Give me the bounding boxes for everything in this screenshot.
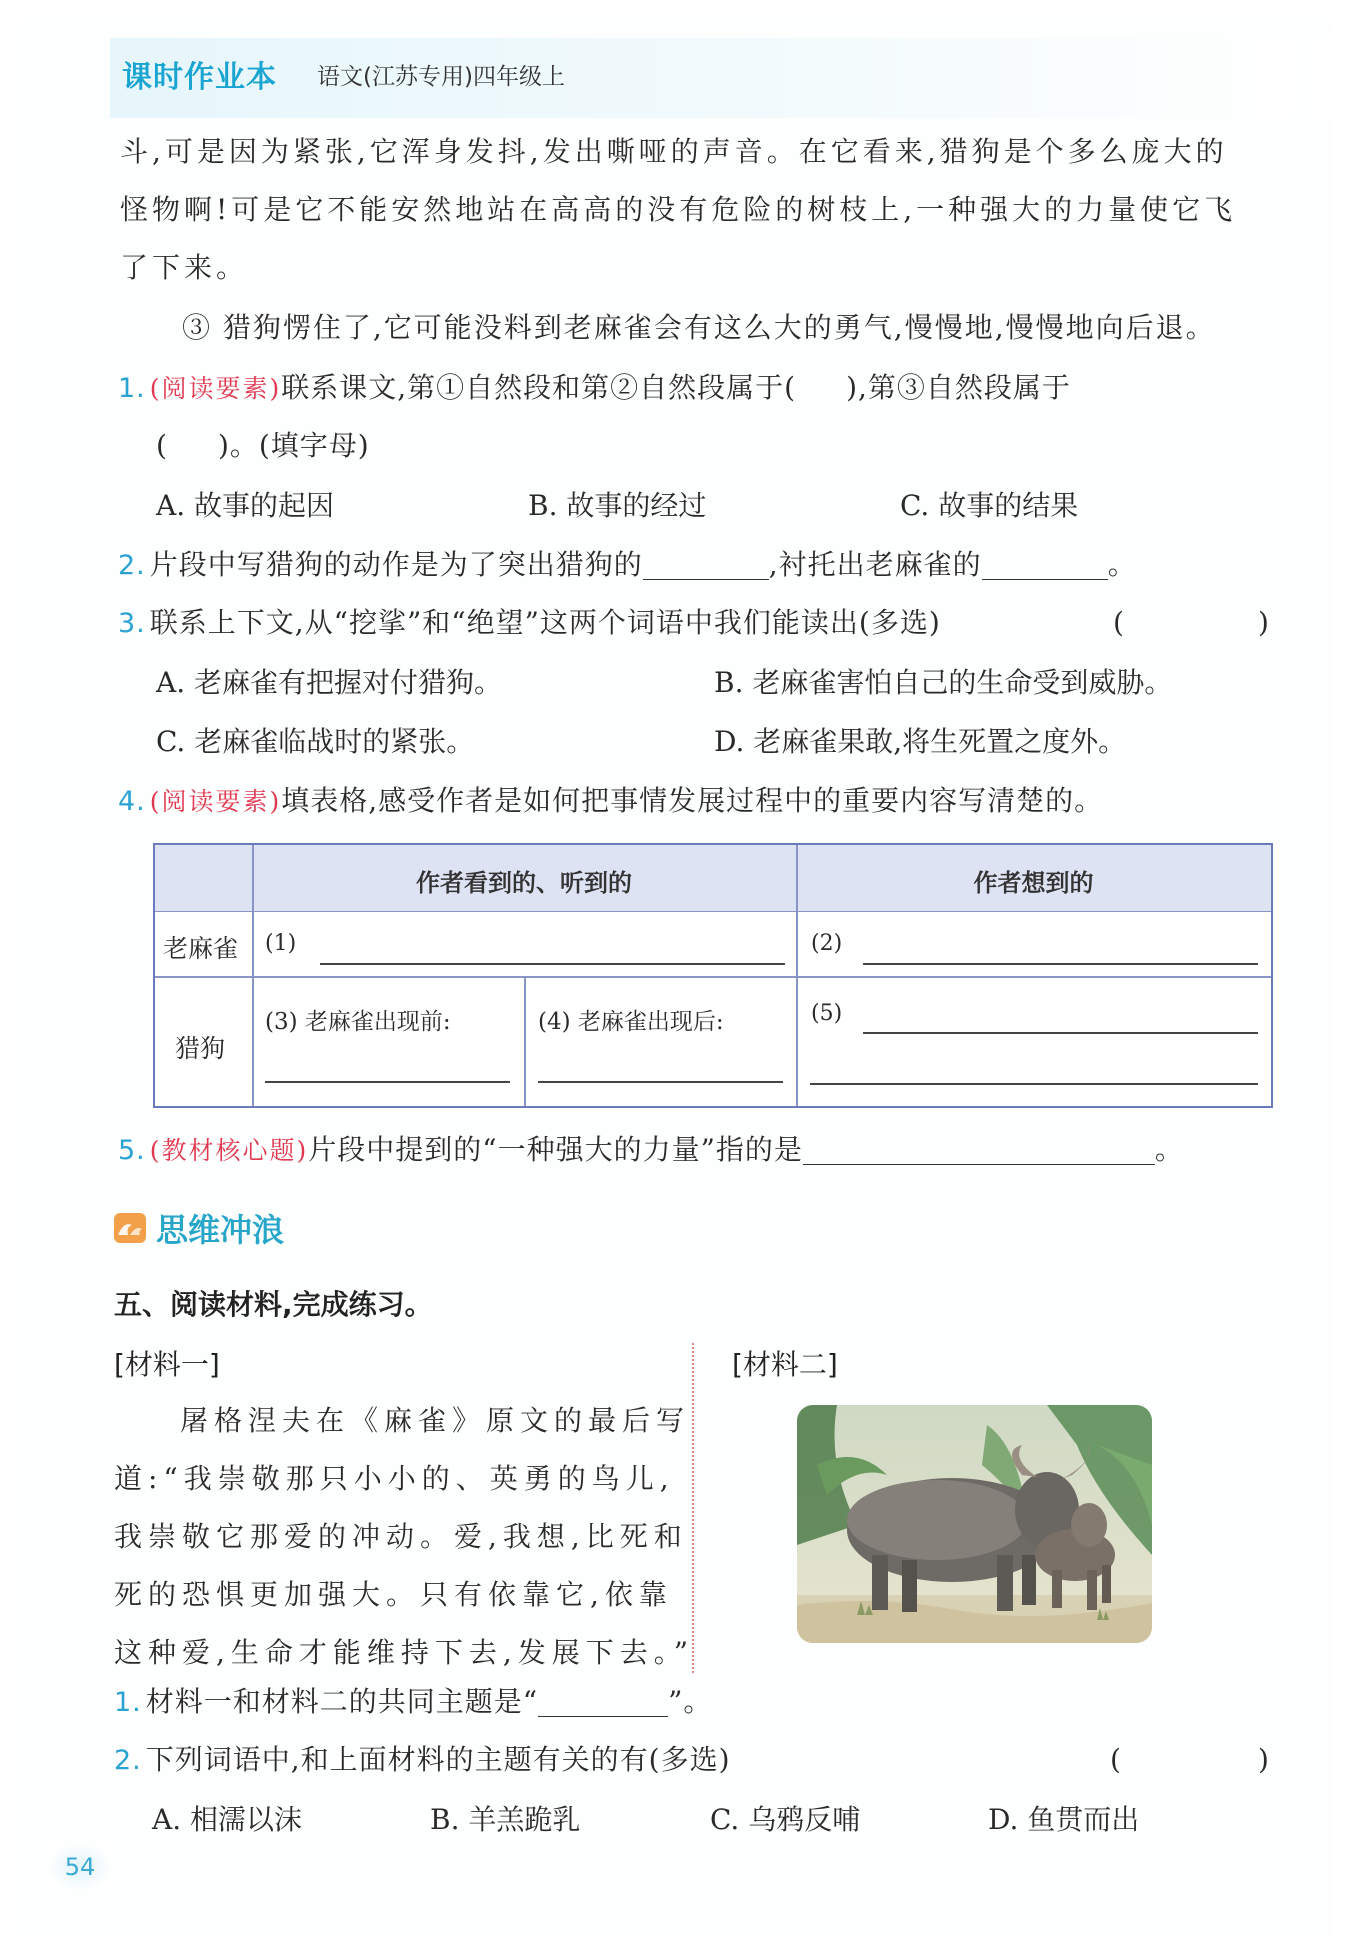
answer-line-3[interactable] (265, 1081, 510, 1083)
header-band (110, 38, 1332, 118)
q3-option-c: C. 老麻雀临战时的紧张。 (156, 725, 475, 758)
q3-paren-open: ( (1113, 606, 1125, 639)
question-number: 1. (118, 373, 146, 404)
q3-option-b: B. 老麻雀害怕自己的生命受到威胁。 (714, 666, 1173, 699)
row-label-sparrow: 老麻雀 (163, 934, 239, 963)
section-title: 思维冲浪 (156, 1211, 285, 1249)
question-number: 4. (118, 786, 146, 817)
question-2-text-a: 片段中写猎狗的动作是为了突出猎狗的 (149, 548, 643, 581)
material-question-1-text-a: 材料一和材料二的共同主题是“ (145, 1685, 539, 1718)
material-question-1 (114, 1682, 712, 1723)
question-4-text: 填表格,感受作者是如何把事情发展过程中的重要内容写清楚的。 (281, 784, 1104, 817)
cell-5-label: (5) (811, 1001, 843, 1026)
question-number: 3. (118, 608, 146, 639)
answer-line-5b[interactable] (810, 1083, 1258, 1085)
question-2-text-c: 。 (1107, 548, 1137, 581)
page-number: 54 (50, 1845, 110, 1889)
table-header-thought: 作者想到的 (973, 869, 1094, 897)
answer-line-2[interactable] (863, 963, 1258, 965)
question-1-text-d: )。(填字母) (217, 429, 370, 462)
material-1-label: [材料一] (114, 1348, 220, 1381)
answer-line-4[interactable] (538, 1081, 783, 1083)
table-header-seen-heard: 作者看到的、听到的 (416, 869, 632, 897)
question-3-text: 联系上下文,从“挖挲”和“绝望”这两个词语中我们能读出(多选) (149, 606, 941, 639)
material-2-label: [材料二] (732, 1348, 838, 1381)
sq2-option-b: B. 羊羔跪乳 (430, 1803, 581, 1836)
material-1-line-2: 道:“我崇敬那只小小的、英勇的鸟儿, (114, 1462, 675, 1495)
q1-option-a: A. 故事的起因 (156, 489, 335, 522)
section-task: 五、阅读材料,完成练习。 (114, 1288, 433, 1321)
passage-line-4: ③ 猎狗愣住了,它可能没料到老麻雀会有这么大的勇气,慢慢地,慢慢地向后退。 (182, 311, 1216, 344)
question-1 (118, 368, 1071, 409)
answer-table (153, 843, 1273, 1108)
table-divider (155, 976, 1271, 978)
cell-4-label: (4) 老麻雀出现后: (538, 1009, 724, 1035)
question-3 (118, 603, 941, 644)
answer-blank[interactable] (982, 549, 1108, 580)
passage-line-2: 怪物啊!可是它不能安然地站在高高的没有危险的树枝上,一种强大的力量使它飞 (120, 193, 1237, 226)
table-divider (524, 976, 526, 1106)
material-question-1-text-b: ”。 (668, 1685, 713, 1718)
question-tag: (阅读要素) (149, 374, 282, 403)
sq2-paren-open: ( (1110, 1743, 1122, 1776)
subject-title: 语文(江苏专用)四年级上 (317, 64, 565, 90)
wave-icon (114, 1213, 146, 1243)
sq2-option-c: C. 乌鸦反哺 (710, 1803, 861, 1836)
question-4 (118, 781, 1103, 822)
sq2-paren-close: ) (1258, 1743, 1270, 1776)
question-5 (118, 1130, 1184, 1171)
question-number: 2. (118, 550, 146, 581)
question-2 (118, 545, 1137, 586)
material-1-line-3: 我崇敬它那爱的冲动。爱,我想,比死和 (114, 1520, 688, 1553)
material-1-line-4: 死的恐惧更加强大。只有依靠它,依靠 (114, 1578, 673, 1611)
answer-line-1[interactable] (320, 963, 785, 965)
answer-line-5a[interactable] (863, 1032, 1258, 1034)
q3-paren-close: ) (1258, 606, 1270, 639)
question-5-text-a: 片段中提到的“一种强大的力量”指的是 (308, 1133, 803, 1166)
passage-line-3: 了下来。 (120, 251, 249, 284)
question-1-cont (156, 426, 370, 466)
material-1-line-1: 屠格涅夫在《麻雀》原文的最后写 (180, 1404, 691, 1437)
question-2-text-b: ,衬托出老麻雀的 (768, 548, 982, 581)
passage-line-1: 斗,可是因为紧张,它浑身发抖,发出嘶哑的声音。在它看来,猎狗是个多么庞大的 (120, 135, 1228, 168)
q3-option-a: A. 老麻雀有把握对付猎狗。 (156, 666, 503, 699)
sq2-option-d: D. 鱼贯而出 (988, 1803, 1140, 1836)
material-question-2-text: 下列词语中,和上面材料的主题有关的有(多选) (145, 1743, 731, 1776)
series-title: 课时作业本 (122, 60, 277, 95)
question-tag: (教材核心题) (149, 1136, 309, 1165)
answer-blank[interactable] (803, 1134, 1155, 1165)
question-number: 1. (114, 1687, 142, 1718)
q3-option-d: D. 老麻雀果敢,将生死置之度外。 (714, 725, 1127, 758)
row-label-dog: 猎狗 (175, 1034, 226, 1063)
question-tag: (阅读要素) (149, 787, 282, 816)
cell-2-label: (2) (811, 931, 843, 956)
question-number: 2. (114, 1745, 142, 1776)
answer-blank[interactable] (538, 1686, 668, 1717)
cell-3-label: (3) 老麻雀出现前: (265, 1009, 451, 1035)
q1-option-c: C. 故事的结果 (900, 489, 1079, 522)
question-1-text-c: ( (156, 429, 168, 462)
question-1-text-b: ),第③自然段属于 (846, 371, 1071, 404)
sq2-option-a: A. 相濡以沫 (152, 1803, 303, 1836)
question-5-text-b: 。 (1154, 1133, 1184, 1166)
answer-blank[interactable] (643, 549, 769, 580)
material-question-2 (114, 1740, 731, 1781)
buffalo-calf-illustration (797, 1405, 1152, 1643)
cell-1-label: (1) (265, 931, 297, 956)
question-number: 5. (118, 1135, 146, 1166)
question-1-text-a: 联系课文,第①自然段和第②自然段属于( (281, 371, 797, 404)
q1-option-b: B. 故事的经过 (528, 489, 707, 522)
material-1-line-5: 这种爱,生命才能维持下去,发展下去。” (114, 1636, 695, 1669)
